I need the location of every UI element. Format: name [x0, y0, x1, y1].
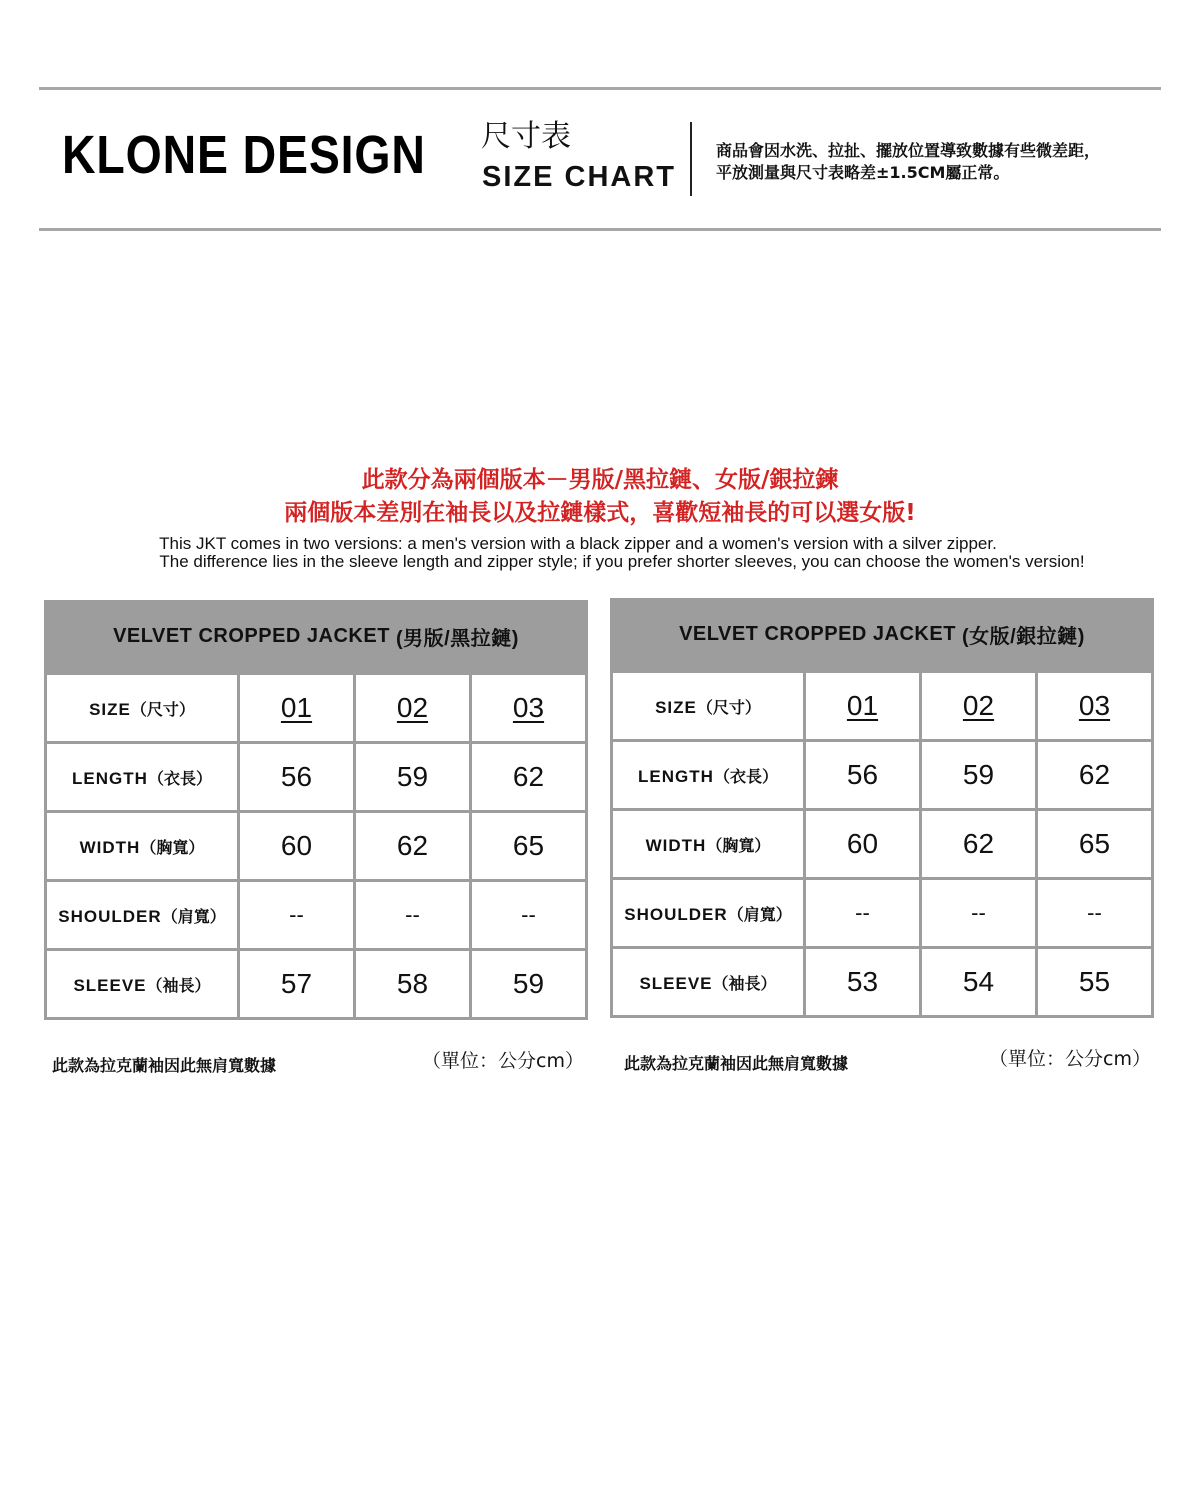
brand-logo-text: KLONE DESIGN — [62, 125, 426, 185]
table-cell: 59 — [471, 950, 587, 1019]
men-footnote: 此款為拉克蘭袖因此無肩寬數據 — [52, 1056, 277, 1075]
men-size-table-panel — [44, 600, 588, 1020]
table-row — [46, 812, 587, 881]
table-cell: 62 — [1037, 741, 1153, 810]
men-size-table — [44, 672, 588, 1020]
table-cell: -- — [1037, 879, 1153, 948]
table-cell: -- — [805, 879, 921, 948]
table-cell: 56 — [239, 743, 355, 812]
notice-line: 商品會因水洗、拉扯、擺放位置導致數據有些微差距， — [716, 141, 1101, 160]
intro-zh-line-2: 兩個版本差別在袖長以及拉鏈樣式，喜歡短袖長的可以選女版! — [284, 500, 916, 526]
table-cell: 57 — [239, 950, 355, 1019]
table-cell: -- — [355, 881, 471, 950]
chart-title-zh: 尺寸表 — [481, 119, 571, 154]
table-row — [46, 743, 587, 812]
chart-title-en: SIZE CHART — [482, 161, 676, 193]
table-cell: -- — [921, 879, 1037, 948]
table-row — [612, 672, 1153, 741]
table-cell: 55 — [1037, 948, 1153, 1017]
table-row — [612, 741, 1153, 810]
table-cell: 54 — [921, 948, 1037, 1017]
row-label: SLEEVE（袖長） — [612, 948, 805, 1017]
table-cell: -- — [239, 881, 355, 950]
row-label: WIDTH（胸寬） — [612, 810, 805, 879]
men-table-title: VELVET CROPPED JACKET — [113, 624, 390, 647]
women-unit-note: （單位：公分cm） — [989, 1048, 1151, 1070]
row-label: LENGTH（衣長） — [612, 741, 805, 810]
table-cell: 59 — [355, 743, 471, 812]
row-label: WIDTH（胸寬） — [46, 812, 239, 881]
table-cell: 62 — [471, 743, 587, 812]
measurement-notice — [716, 140, 1100, 184]
table-cell: 59 — [921, 741, 1037, 810]
table-cell: 65 — [1037, 810, 1153, 879]
men-table-header — [44, 600, 588, 672]
table-cell: 62 — [355, 812, 471, 881]
table-row — [612, 879, 1153, 948]
women-table-title-zh: (女版/銀拉鏈) — [962, 625, 1085, 648]
size-column-header: 03 — [471, 674, 587, 743]
men-table-title-zh: (男版/黑拉鏈) — [396, 627, 519, 650]
size-column-header: 02 — [355, 674, 471, 743]
table-row — [612, 948, 1153, 1017]
top-rule — [39, 87, 1161, 90]
women-size-table-panel — [610, 598, 1154, 1018]
intro-en-line-1: This JKT comes in two versions: a men's version with a black zipper and a women's version with a silver zipper. — [159, 534, 997, 553]
row-label: SIZE（尺寸） — [612, 672, 805, 741]
women-footnote: 此款為拉克蘭袖因此無肩寬數據 — [624, 1054, 849, 1073]
men-unit-note: （單位：公分cm） — [422, 1050, 584, 1072]
table-row — [612, 810, 1153, 879]
intro-zh-line-1: 此款分為兩個版本－男版/黑拉鏈、女版/銀拉鍊 — [361, 467, 839, 493]
table-cell: 60 — [239, 812, 355, 881]
table-cell: 65 — [471, 812, 587, 881]
table-row — [46, 881, 587, 950]
table-cell: 60 — [805, 810, 921, 879]
row-label: SHOULDER（肩寬） — [612, 879, 805, 948]
table-cell: -- — [471, 881, 587, 950]
table-row — [46, 674, 587, 743]
header-divider — [690, 122, 692, 196]
size-column-header: 02 — [921, 672, 1037, 741]
bottom-rule — [39, 228, 1161, 231]
table-cell: 56 — [805, 741, 921, 810]
table-cell: 53 — [805, 948, 921, 1017]
table-row — [46, 950, 587, 1019]
size-column-header: 01 — [239, 674, 355, 743]
intro-en-line-2: The difference lies in the sleeve length and zipper style; if you prefer shorter sleeves, you can choose the women's version! — [159, 552, 1085, 571]
row-label: SIZE（尺寸） — [46, 674, 239, 743]
notice-line: 平放測量與尺寸表略差±1.5CM屬正常。 — [716, 163, 1010, 182]
row-label: SHOULDER（肩寬） — [46, 881, 239, 950]
size-column-header: 03 — [1037, 672, 1153, 741]
women-size-table — [610, 670, 1154, 1018]
women-table-title: VELVET CROPPED JACKET — [679, 622, 956, 645]
row-label: SLEEVE（袖長） — [46, 950, 239, 1019]
women-table-header — [610, 598, 1154, 670]
row-label: LENGTH（衣長） — [46, 743, 239, 812]
table-cell: 62 — [921, 810, 1037, 879]
size-column-header: 01 — [805, 672, 921, 741]
table-cell: 58 — [355, 950, 471, 1019]
